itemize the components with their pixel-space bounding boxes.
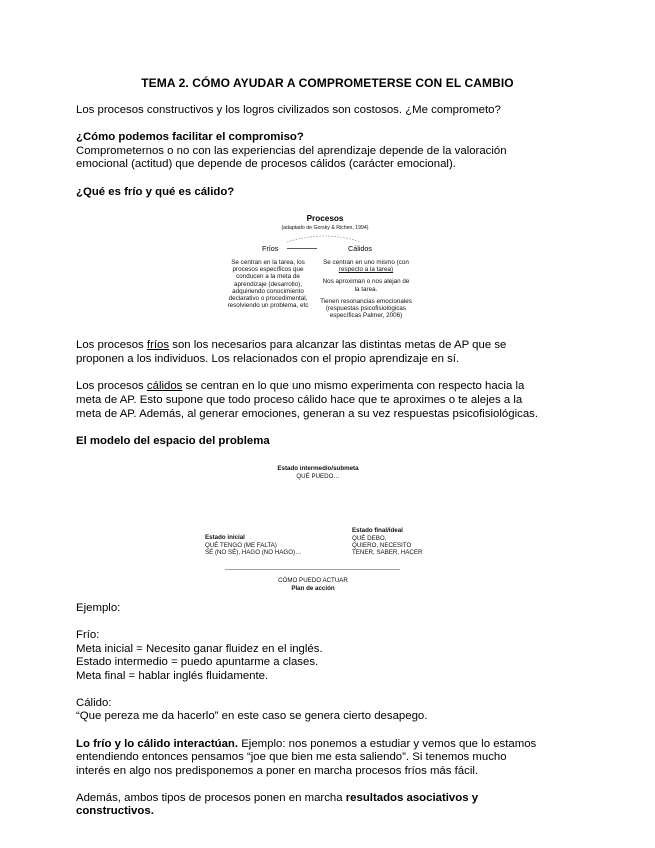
text-span: Ejemplo: nos ponemos a estudiar y vemos que lo estamos [238, 738, 537, 750]
section3-heading: El modelo del espacio del problema [76, 435, 270, 447]
calidos-line: Tienen resonancias emocionales [320, 297, 412, 305]
frios-paragraph-line1 [76, 339, 566, 352]
calidos-label: Cálidos [348, 244, 372, 253]
final-line2: QUIERO, NECESITO [352, 542, 412, 549]
section1-line2: emocional (actitud) que depende de procesos cálidos (carácter emocional). [76, 158, 456, 170]
text-span: Los procesos [76, 339, 147, 351]
frios-paragraph-line2: proponen a los individuos. Los relacionados con el propio aprendizaje en sí. [76, 353, 460, 365]
frios-line: resolviendo un problema, etc [227, 302, 309, 310]
inicial-line2: SÉ (NO SÉ), HAGO (NO HAGO)… [205, 549, 302, 556]
bottom-line1: CÓMO PUEDO ACTUAR [278, 577, 348, 584]
frios-line: adquiriendo conocimiento [232, 287, 304, 295]
calidos-line: Nos aproximan o nos alejan de [322, 278, 410, 286]
calido-label: Cálido: [76, 697, 112, 709]
inicial-line1: QUÉ TENGO (ME FALTA) [205, 542, 277, 549]
final-title: Estado final/ideal [352, 527, 403, 534]
frios-line: conducen a la meta de [236, 273, 300, 281]
calidos-line: específicas Palmer, 2006) [329, 312, 403, 320]
final-line1: QUÉ DEBO, [352, 535, 387, 542]
calidos-line: (respuestas psicofisiológicas [325, 305, 407, 313]
frio-line: Estado intermedio = puedo apuntarme a clases. [76, 656, 319, 668]
final-line3: TENER, SABER, HACER [352, 549, 423, 556]
bottom-line2: Plan de acción [291, 585, 335, 592]
intermedio-sub: QUÉ PUEDO… [296, 473, 340, 480]
interact-line2: entendiendo entonces pensamos “joe que bien me esta saliendo”. Si tenemos mucho [76, 751, 507, 763]
section1-line1: Comprometernos o no con las experiencias del aprendizaje depende de la valoración [76, 145, 507, 157]
calidos-line: la tarea. [354, 285, 378, 293]
frios-line: Se centran en la tarea, los [231, 259, 305, 266]
diagram-subtitle: (adaptado de Gorsky & Richen, 1994) [281, 225, 369, 231]
interact-line1 [76, 738, 576, 751]
text-span: se centran en lo que uno mismo experimenta con respecto hacia la [182, 380, 525, 392]
frio-label: Frío: [76, 629, 100, 641]
calidos-paragraph-line2: meta de AP. Esto supone que todo proceso cálido hace que te aproximes o te alejes a la [76, 394, 523, 406]
text-span: Además, ambos tipos de procesos ponen en marcha [76, 792, 346, 804]
document-title: TEMA 2. CÓMO AYUDAR A COMPROMETERSE CON EL CAMBIO [141, 76, 514, 90]
calidos-line: respecto a la tarea) [338, 266, 394, 274]
inicial-title: Estado inicial [205, 534, 245, 541]
interact-line3: interés en algo nos predisponemos a poner en marcha procesos fríos más fácil. [76, 765, 479, 777]
problem-space-diagram [190, 460, 450, 600]
frios-line: procesos específicos que [232, 266, 304, 274]
underlined-term: cálidos [146, 380, 183, 392]
text-span: son los necesarios para alcanzar las distintas metas de AP que se [169, 339, 507, 351]
intro-paragraph: Los procesos constructivos y los logros civilizados son costosos. ¿Me comprometo? [76, 104, 501, 116]
frios-label: Fríos [262, 244, 279, 253]
final-paragraph-line1 [76, 792, 566, 805]
frios-line: declarativo o procedimental, [228, 295, 308, 303]
bold-text: resultados asociativos y [345, 792, 479, 804]
calidos-line: Se centran en uno mismo (con [323, 259, 409, 266]
calidos-paragraph-line1 [76, 380, 566, 393]
final-paragraph-line2: constructivos. [76, 805, 154, 817]
frios-line: aprendizaje (desarrollo), [234, 280, 302, 288]
section1-heading: ¿Cómo podemos facilitar el compromiso? [76, 131, 304, 143]
text-span: Los procesos [76, 380, 147, 392]
frio-line: Meta final = hablar inglés fluidamente. [76, 670, 269, 682]
calidos-description [317, 259, 415, 319]
section2-heading: ¿Qué es frío y qué es cálido? [76, 186, 235, 198]
intermedio-title: Estado intermedio/submeta [277, 465, 359, 472]
calidos-paragraph-line3: meta de AP. Además, al generar emociones, generan a su vez respuestas psicofisiológicas. [76, 408, 539, 420]
frios-description [225, 259, 311, 309]
calido-line: “Que pereza me da hacerlo” en este caso se genera cierto desapego. [76, 710, 428, 722]
underlined-term: fríos [146, 339, 170, 351]
frio-line: Meta inicial = Necesito ganar fluidez en el inglés. [76, 643, 323, 655]
ejemplo-label: Ejemplo: [76, 602, 121, 614]
diagram-title: Procesos [306, 214, 344, 223]
bold-text: Lo frío y lo cálido interactúan. [76, 738, 239, 750]
processes-diagram [225, 212, 425, 327]
